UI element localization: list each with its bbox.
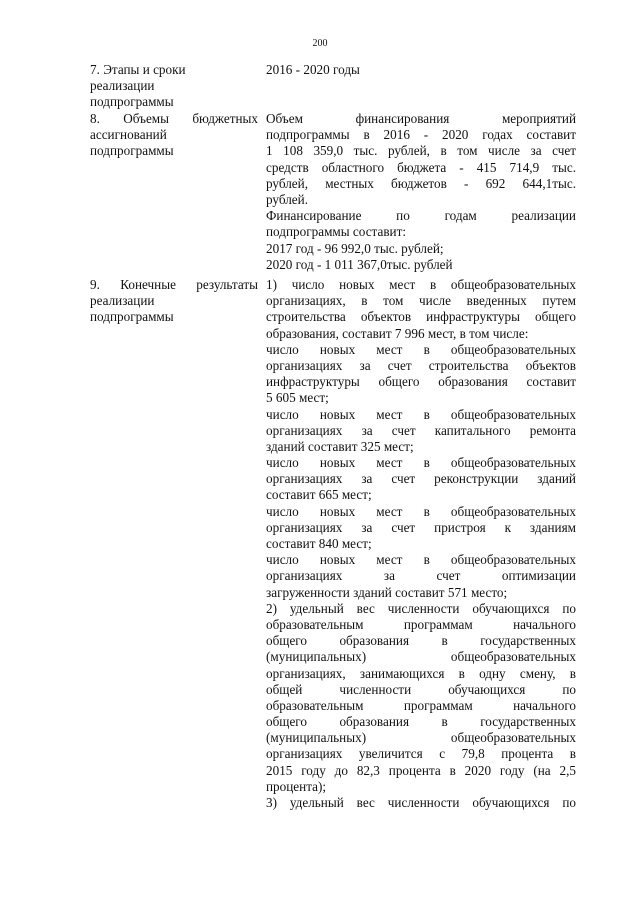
section-7-value [266, 62, 576, 78]
section-8-value-line: 1 108 359,0 тыс. рублей, в том числе за счет [266, 143, 576, 159]
section-9-value-line: организациях, в том числе введенных путем [266, 293, 576, 309]
section-9-value-line: организациях, занимающихся в одну смену, в [266, 665, 576, 681]
section-9-value-line: строительства объектов инфраструктуры общего [266, 309, 576, 325]
section-9-label [90, 277, 258, 326]
section-8-value-line: рублей, местных бюджетов - 692 644,1тыс. [266, 175, 576, 191]
section-8-label-line: подпрограммы [90, 143, 174, 159]
section-9-value-line: 3) удельный вес численности обучающихся по [266, 795, 576, 810]
section-9-value-line: число новых мест в общеобразовательных [266, 406, 576, 422]
section-9-value-line: образовательным программам начального [266, 616, 576, 632]
section-9-label-line: 9. Конечные результаты [90, 277, 258, 292]
section-9-label-line: реализации [90, 293, 155, 309]
section-8-value-line: средств областного бюджета - 415 714,9 тыс. [266, 159, 576, 175]
section-9-value-line: общей численности обучающихся по [266, 681, 576, 697]
section-9-value-line: загруженности зданий составит 571 место; [266, 584, 508, 600]
section-8-value-line: Финансирование по годам реализации [266, 208, 576, 224]
section-9-value-line: число новых мест в общеобразовательных [266, 503, 576, 519]
section-9-value-line: образовательным программам начального [266, 697, 576, 713]
section-9-value-line: образования, составит 7 996 мест, в том числе: [266, 325, 529, 341]
section-9-value-line: общего образования в государственных [266, 714, 576, 730]
section-9-value-line: организациях за счет капитального ремонта [266, 422, 576, 438]
section-8-value-line: подпрограммы в 2016 - 2020 годах составит [266, 127, 576, 143]
section-9-value-line: инфраструктуры общего образования составит [266, 374, 576, 390]
section-9-value-line: 2015 году до 82,3 процента в 2020 году (на 2,5 [266, 762, 576, 778]
section-8-value-line: 2020 год - 1 011 367,0тыс. рублей [266, 256, 453, 272]
section-9-value-line: число новых мест в общеобразовательных [266, 552, 576, 568]
section-8-value-line: 2017 год - 96 992,0 тыс. рублей; [266, 240, 444, 256]
section-9-value-line: 5 605 мест; [266, 390, 329, 406]
section-9-value-line: число новых мест в общеобразовательных [266, 341, 576, 357]
section-8-value-line: подпрограммы составит: [266, 224, 407, 240]
section-9-value-line: зданий составит 325 мест; [266, 438, 414, 454]
section-9-value-line: организациях увеличится с 79,8 процента в [266, 746, 576, 762]
section-7-label-line: подпрограммы [90, 94, 174, 110]
section-7-value-line: 2016 - 2020 годы [266, 62, 360, 77]
section-9-value-line: число новых мест в общеобразовательных [266, 455, 576, 471]
section-8-value [266, 111, 576, 273]
section-7-label-line: 7. Этапы и сроки [90, 62, 186, 77]
section-7-label-line: реализации [90, 78, 155, 94]
section-9-value-line: процента); [266, 778, 327, 794]
page-number: 200 [312, 38, 328, 49]
section-8-label-line: ассигнований [90, 127, 167, 143]
section-8-value-line: рублей. [266, 191, 309, 207]
section-9-value-line: 2) удельный вес численности обучающихся по [266, 600, 576, 616]
section-9-value-line: организациях за счет пристроя к зданиям [266, 519, 576, 535]
section-9-value-line: 1) число новых мест в общеобразовательных [266, 277, 576, 292]
section-9-value-line: организациях за счет реконструкции зданий [266, 471, 576, 487]
section-8-value-line: Объем финансирования мероприятий [266, 111, 576, 126]
section-9-value-line: общего образования в государственных [266, 633, 576, 649]
section-9-value-line: составит 840 мест; [266, 536, 372, 551]
section-9-value-line: составит 665 мест; [266, 487, 372, 503]
section-9-value [266, 277, 576, 811]
section-8-label [90, 111, 258, 160]
section-9-value-line: организациях за счет оптимизации [266, 568, 576, 584]
section-9-value-line: организациях за счет строительства объектов [266, 357, 576, 373]
section-9-value-line: (муниципальных) общеобразовательных [266, 649, 576, 665]
section-9-value-line: (муниципальных) общеобразовательных [266, 730, 576, 746]
section-8-label-line: 8. Объемы бюджетных [90, 111, 258, 126]
section-7-label [90, 62, 258, 111]
section-9-label-line: подпрограммы [90, 309, 174, 325]
